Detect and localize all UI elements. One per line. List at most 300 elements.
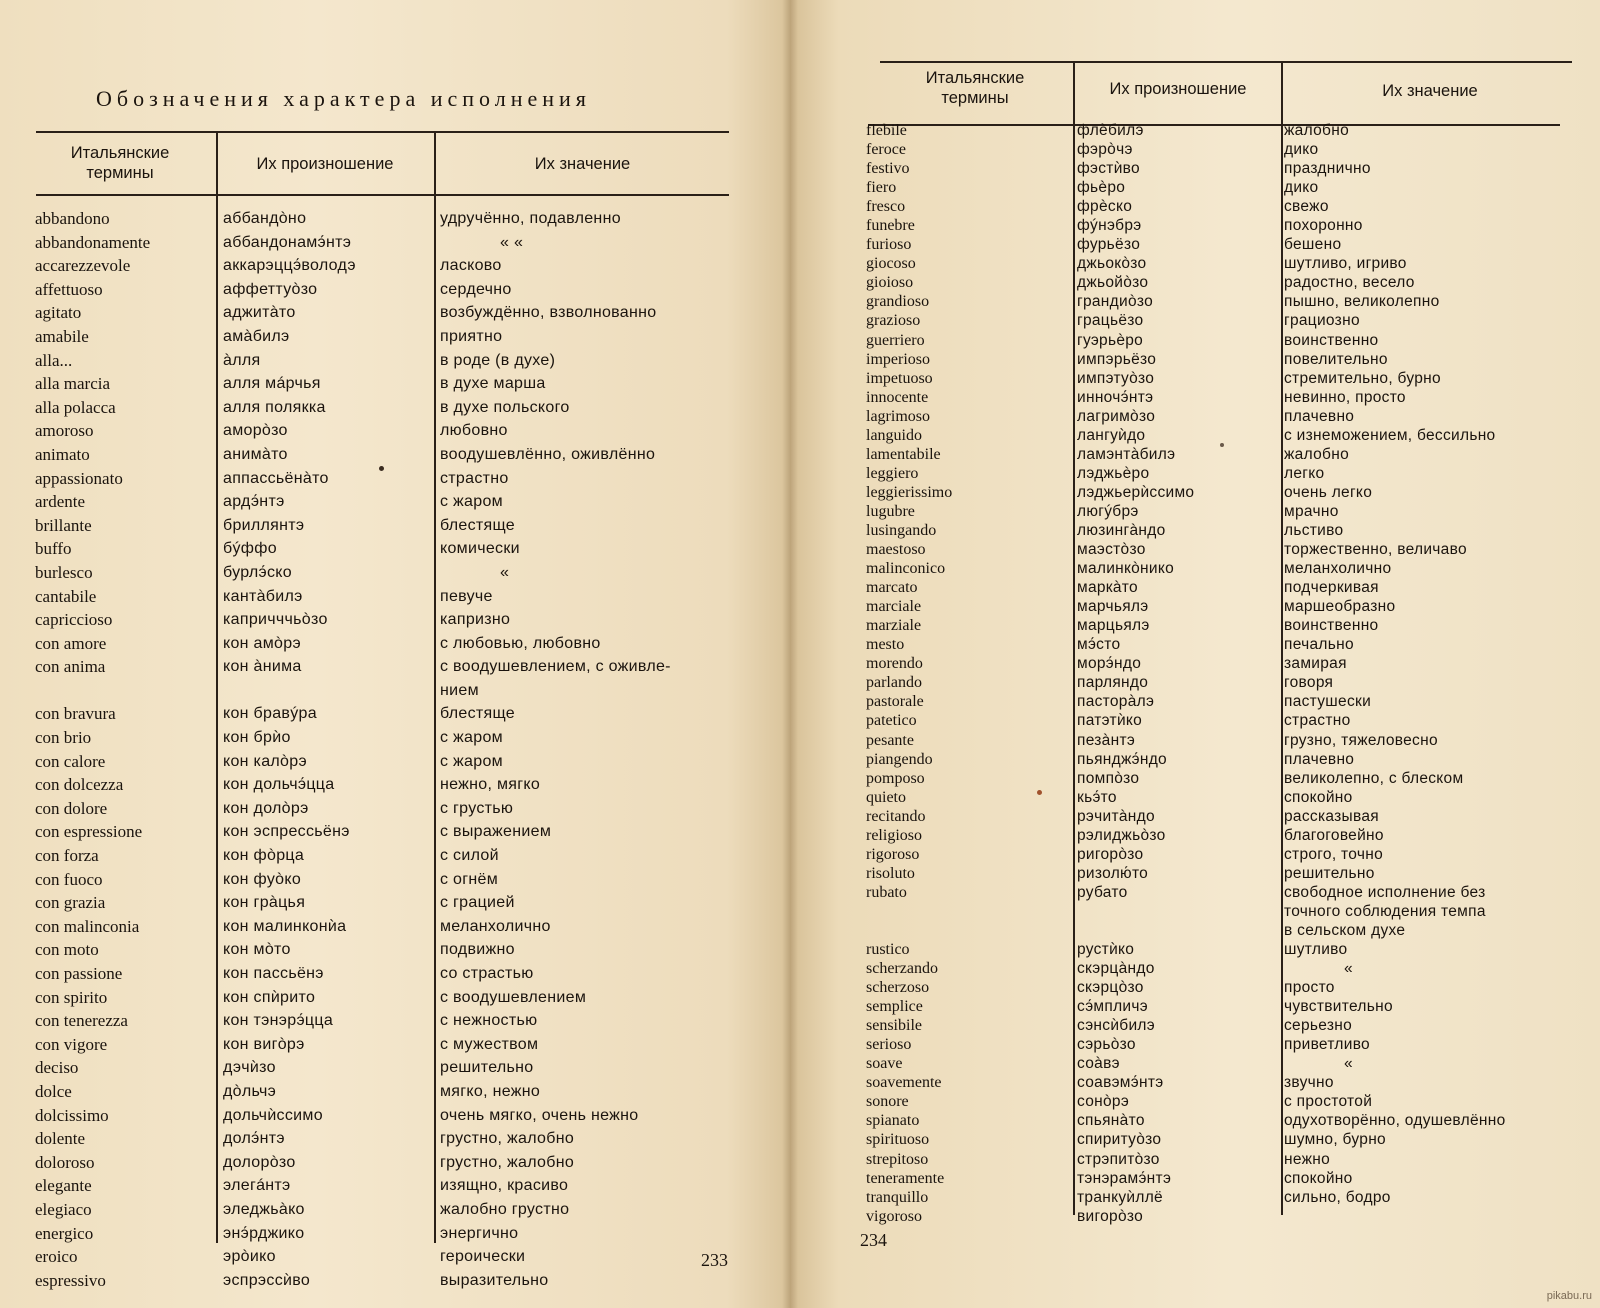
meaning-cell: говоря <box>1284 674 1334 692</box>
pronunciation-cell: кон малинконѝа <box>223 917 347 935</box>
meaning-cell: шутливо, игриво <box>1284 255 1407 273</box>
pronunciation-cell: кон спѝрито <box>223 988 316 1006</box>
term-cell: energico <box>35 1223 94 1243</box>
right-header-pronunciation: Их произношение <box>1109 80 1247 98</box>
term-cell: deciso <box>35 1058 79 1078</box>
term-cell: con forza <box>35 846 99 866</box>
pronunciation-cell: кон амòрэ <box>223 634 301 652</box>
term-cell: piangendo <box>866 750 933 768</box>
pronunciation-cell: люзингàндо <box>1077 521 1166 539</box>
right-pronunciation-column <box>1077 121 1277 1226</box>
term-cell: rustico <box>866 941 910 959</box>
pronunciation-cell: стрэпитòзо <box>1077 1150 1160 1168</box>
meaning-cell: дико <box>1284 141 1319 159</box>
term-cell: furioso <box>866 236 912 254</box>
term-cell: giocoso <box>866 255 916 273</box>
term-cell: flebile <box>866 122 907 139</box>
term-cell: con tenerezza <box>35 1011 128 1031</box>
term-cell: tranquillo <box>866 1188 929 1206</box>
term-cell: marcato <box>866 579 918 597</box>
pronunciation-cell: тэнэрамэ́нтэ <box>1077 1169 1172 1187</box>
pronunciation-cell: долэ́нтэ <box>223 1130 285 1148</box>
term-cell: feroce <box>866 141 906 159</box>
section-title: Обозначения характера исполнения <box>96 86 591 111</box>
pronunciation-cell: кьэ́то <box>1077 788 1117 806</box>
term-cell: gioioso <box>866 274 914 292</box>
left-header-pronunciation: Их произношение <box>256 155 394 173</box>
term-cell: con fuoco <box>35 869 103 889</box>
meaning-cell: просто <box>1284 979 1335 997</box>
meaning-cell: любовно <box>440 422 508 440</box>
meaning-cell: страстно <box>1284 712 1351 730</box>
pronunciation-cell: аббандонамэ́нтэ <box>223 233 352 251</box>
meaning-cell: свободное исполнение без <box>1284 883 1486 901</box>
meaning-cell: льстиво <box>1284 521 1344 539</box>
pronunciation-cell: дэчѝзо <box>223 1059 276 1077</box>
term-cell: con moto <box>35 940 99 960</box>
pronunciation-cell: дольчѝссимо <box>223 1106 323 1124</box>
term-cell: con espressione <box>35 822 143 842</box>
term-cell: parlando <box>866 674 922 692</box>
pronunciation-cell: лагримòзо <box>1077 407 1156 425</box>
term-cell: guerriero <box>866 331 925 349</box>
pronunciation-cell: аджитàто <box>223 304 296 322</box>
pronunciation-cell: кон фуòко <box>223 870 302 888</box>
pronunciation-cell: сэрьòзо <box>1077 1036 1136 1054</box>
term-cell: elegante <box>35 1176 92 1196</box>
meaning-cell: решительно <box>440 1059 534 1077</box>
pronunciation-cell: кон грàцья <box>223 894 306 912</box>
left-col-divider-2 <box>434 133 436 1243</box>
meaning-cell: похоронно <box>1284 217 1363 235</box>
meaning-cell: шутливо <box>1284 941 1348 959</box>
pronunciation-cell: спиритуòзо <box>1077 1131 1162 1149</box>
pronunciation-cell: долорòзо <box>223 1153 296 1171</box>
meaning-cell: жалобно грустно <box>440 1200 570 1218</box>
pronunciation-cell: транкуѝллё <box>1077 1188 1163 1206</box>
meaning-cell: приветливо <box>1284 1036 1370 1054</box>
paper-speck <box>379 466 384 471</box>
pronunciation-cell: гуэрьèро <box>1077 331 1144 349</box>
pronunciation-cell: инночэ́нтэ <box>1077 388 1154 406</box>
pronunciation-cell: маркàто <box>1077 579 1138 597</box>
meaning-cell: плачевно <box>1284 407 1355 425</box>
term-cell: quieto <box>866 788 906 806</box>
pronunciation-cell: àлля <box>223 351 261 369</box>
meaning-cell: грустно, жалобно <box>440 1130 575 1148</box>
meaning-cell: серьезно <box>1284 1017 1353 1035</box>
meaning-cell: героически <box>440 1248 526 1266</box>
term-cell: ardente <box>35 492 86 512</box>
term-cell: con dolore <box>35 798 108 818</box>
pronunciation-cell: маэстòзо <box>1077 541 1146 559</box>
pronunciation-cell: анимàто <box>223 445 288 463</box>
right-header-meaning: Их значение <box>1382 82 1478 100</box>
meaning-cell: выразительно <box>440 1271 549 1289</box>
meaning-cell: мягко, нежно <box>440 1082 541 1100</box>
pronunciation-cell: кон бравýра <box>223 705 317 723</box>
meaning-cell: невинно, просто <box>1284 388 1406 406</box>
pronunciation-cell: рубато <box>1077 883 1128 901</box>
pronunciation-cell: пасторàлэ <box>1077 693 1155 711</box>
meaning-cell: страстно <box>440 469 509 487</box>
term-cell: agitato <box>35 303 82 323</box>
term-cell: con spirito <box>35 987 108 1007</box>
pronunciation-cell: пьянджэ́ндо <box>1077 750 1167 768</box>
pronunciation-cell: кон брѝо <box>223 729 291 747</box>
pronunciation-cell: ардэ́нтэ <box>223 493 285 511</box>
pronunciation-cell: спьянàто <box>1077 1112 1145 1130</box>
term-cell: risoluto <box>866 864 915 882</box>
pronunciation-cell: капричччьòзо <box>223 611 328 629</box>
meaning-cell: шумно, бурно <box>1284 1131 1386 1149</box>
term-cell: dolce <box>35 1081 72 1101</box>
pronunciation-cell: рустѝко <box>1077 941 1135 959</box>
meaning-cell: « <box>500 563 510 581</box>
term-cell: brillante <box>35 515 92 535</box>
meaning-cell: свежо <box>1284 198 1329 216</box>
meaning-cell: подчеркивая <box>1284 579 1379 597</box>
term-cell: con bravura <box>35 704 116 724</box>
right-col-divider-2 <box>1281 63 1283 1215</box>
meaning-cell: звучно <box>1284 1074 1334 1092</box>
meaning-cell: печально <box>1284 636 1354 654</box>
meaning-cell: жалобно <box>1284 122 1349 139</box>
meaning-cell: стремительно, бурно <box>1284 369 1441 387</box>
pronunciation-cell: лэджьерѝссимо <box>1077 483 1195 501</box>
pronunciation-cell: рэчитàндо <box>1077 807 1155 825</box>
term-cell: affettuoso <box>35 279 103 299</box>
page-number-left: 233 <box>701 1250 728 1270</box>
term-cell: imperioso <box>866 350 930 368</box>
term-cell: espressivo <box>35 1270 106 1290</box>
left-meaning-column <box>440 207 740 1292</box>
meaning-cell: рассказывая <box>1284 807 1379 825</box>
term-cell: morendo <box>866 655 923 673</box>
meaning-cell: воодушевлённо, оживлённо <box>440 445 656 463</box>
pronunciation-cell: ламэнтàбилэ <box>1077 445 1176 463</box>
pronunciation-cell: импэтуòзо <box>1077 369 1155 387</box>
meaning-cell: радостно, весело <box>1284 274 1415 292</box>
meaning-cell: очень мягко, очень нежно <box>440 1106 639 1124</box>
book-gutter <box>782 0 798 1308</box>
term-cell: semplice <box>866 998 923 1016</box>
meaning-cell: грустно, жалобно <box>440 1153 575 1171</box>
meaning-cell: маршеобразно <box>1284 598 1396 616</box>
term-cell: lagrimoso <box>866 407 930 425</box>
pronunciation-cell: скэрцàндо <box>1077 960 1155 978</box>
pronunciation-cell: дòльчэ <box>223 1082 277 1100</box>
meaning-cell: с любовью, любовно <box>440 634 601 652</box>
term-cell: lusingando <box>866 521 937 539</box>
term-cell: pomposo <box>866 769 925 787</box>
meaning-cell: с воодушевлением, с оживле- <box>440 658 671 676</box>
meaning-cell: с грацией <box>440 894 515 912</box>
term-cell: accarezzevole <box>35 256 131 276</box>
meaning-cell: с изнеможением, бессильно <box>1284 426 1496 444</box>
term-cell: vigoroso <box>866 1207 922 1225</box>
pronunciation-cell: кон вигòрэ <box>223 1035 305 1053</box>
pronunciation-cell: марчьялэ <box>1077 598 1149 616</box>
term-cell: con amore <box>35 633 107 653</box>
term-cell: alla polacca <box>35 397 116 417</box>
pronunciation-cell: бýффо <box>223 540 277 558</box>
term-cell: capriccioso <box>35 610 113 630</box>
term-cell: leggierissimo <box>866 483 953 501</box>
meaning-cell: ласково <box>440 257 502 275</box>
pronunciation-cell: грацьёзо <box>1077 312 1144 330</box>
meaning-cell: с жаром <box>440 493 503 511</box>
pronunciation-cell: фурьёзо <box>1077 236 1141 254</box>
term-cell: scherzoso <box>866 979 930 997</box>
term-cell: soavemente <box>866 1074 942 1092</box>
pronunciation-cell: алля мáрчья <box>223 375 321 393</box>
pronunciation-cell: соавэмэ́нтэ <box>1077 1074 1164 1092</box>
term-cell: alla... <box>35 350 73 370</box>
term-cell: innocente <box>866 388 929 406</box>
pronunciation-cell: фьèро <box>1077 179 1126 197</box>
meaning-cell: меланхолично <box>440 917 551 935</box>
meaning-cell: в роде (в духе) <box>440 351 556 369</box>
meaning-cell: капризно <box>440 611 511 629</box>
meaning-cell: дико <box>1284 179 1319 197</box>
pronunciation-cell: грандиòзо <box>1077 293 1154 311</box>
meaning-cell: легко <box>1284 464 1325 482</box>
meaning-cell: жалобно <box>1284 445 1349 463</box>
term-cell: con anima <box>35 657 106 677</box>
pronunciation-cell <box>223 679 431 703</box>
term-cell: maestoso <box>866 541 926 559</box>
term-cell <box>35 679 215 703</box>
pronunciation-cell: парляндо <box>1077 674 1149 692</box>
meaning-cell: меланхолично <box>1284 560 1392 578</box>
meaning-cell: воинственно <box>1284 331 1379 349</box>
meaning-cell: грациозно <box>1284 312 1360 330</box>
meaning-cell: с простотой <box>1284 1093 1373 1111</box>
pronunciation-cell: марцьялэ <box>1077 617 1150 635</box>
meaning-cell: с силой <box>440 847 499 865</box>
paper-speck <box>1220 443 1224 447</box>
pronunciation-cell: ризолю́то <box>1077 864 1149 882</box>
pronunciation-cell: лэджьèро <box>1077 464 1150 482</box>
meaning-cell: приятно <box>440 327 503 345</box>
pronunciation-cell: джьойòзо <box>1077 274 1149 292</box>
term-cell: eroico <box>35 1247 78 1267</box>
term-cell: malinconico <box>866 560 946 578</box>
term-cell: con brio <box>35 728 92 748</box>
meaning-cell: певуче <box>440 587 493 605</box>
meaning-cell: с мужеством <box>440 1035 539 1053</box>
pronunciation-cell: сэ́мпличэ <box>1077 998 1148 1016</box>
pronunciation-cell: кантàбилэ <box>223 587 303 605</box>
right-meaning-column <box>1284 121 1584 1207</box>
pronunciation-cell: элегáнтэ <box>223 1177 291 1195</box>
pronunciation-cell: алля полякка <box>223 398 326 416</box>
term-cell: abbandono <box>35 209 110 228</box>
meaning-cell: с огнём <box>440 870 499 888</box>
meaning-cell: нием <box>440 681 479 699</box>
left-header-top-rule <box>36 131 729 133</box>
meaning-cell: пастушески <box>1284 693 1372 711</box>
right-col-divider-1 <box>1073 63 1075 1215</box>
meaning-cell: в духе польского <box>440 398 570 416</box>
paper-speck <box>1037 790 1042 795</box>
meaning-cell: комически <box>440 540 520 558</box>
pronunciation-cell: фэстѝво <box>1077 160 1140 178</box>
pronunciation-cell: фýнэбрэ <box>1077 217 1142 235</box>
term-cell: spirituoso <box>866 1131 930 1149</box>
meaning-cell: празднично <box>1284 160 1371 178</box>
pronunciation-cell: джьокòзо <box>1077 255 1147 273</box>
pronunciation-cell: рэлиджьòзо <box>1077 826 1166 844</box>
pronunciation-cell: аббандòно <box>223 210 307 227</box>
pronunciation-cell: кон пассьёнэ <box>223 965 324 982</box>
pronunciation-cell: флèбилэ <box>1077 122 1144 139</box>
meaning-cell: « « <box>500 233 524 251</box>
meaning-cell: спокойно <box>1284 788 1353 806</box>
left-header-meaning: Их значение <box>534 155 631 173</box>
term-cell: cantabile <box>35 586 97 606</box>
meaning-cell: « <box>1344 1055 1353 1073</box>
pronunciation-cell: малинкòнико <box>1077 560 1175 578</box>
meaning-cell: нежно, мягко <box>440 776 541 794</box>
pronunciation-cell: кон калòрэ <box>223 752 307 770</box>
pronunciation-cell: аккарэццэ́володэ <box>223 257 356 275</box>
meaning-cell: пышно, великолепно <box>1284 293 1440 311</box>
term-cell: leggiero <box>866 464 919 482</box>
term-cell: teneramente <box>866 1169 945 1187</box>
term-cell: rubato <box>866 883 907 901</box>
meaning-cell: нежно <box>1284 1150 1331 1168</box>
term-cell: dolente <box>35 1129 86 1149</box>
meaning-cell: бешено <box>1284 236 1342 254</box>
meaning-cell: с воодушевлением <box>440 988 587 1006</box>
term-cell: recitando <box>866 807 926 825</box>
pronunciation-cell: скэрцòзо <box>1077 979 1144 997</box>
term-cell: mesto <box>866 636 905 654</box>
term-cell: serioso <box>866 1036 912 1054</box>
term-cell: con dolcezza <box>35 775 124 795</box>
left-header-bottom-rule <box>36 194 729 196</box>
pronunciation-cell: эрòико <box>223 1248 276 1266</box>
right-header-top-rule <box>880 61 1572 63</box>
term-cell: pesante <box>866 731 914 749</box>
pronunciation-cell: энэ́рджико <box>223 1224 305 1242</box>
left-col-divider-1 <box>216 133 218 1243</box>
pronunciation-cell: кон тэнэрэ́цца <box>223 1012 334 1030</box>
term-cell: marziale <box>866 617 922 635</box>
pronunciation-cell: импэрьёзо <box>1077 350 1157 368</box>
meaning-cell: великолепно, с блеском <box>1284 769 1464 787</box>
left-terms-column <box>35 207 215 1292</box>
term-cell: lamentabile <box>866 445 941 463</box>
meaning-cell: в сельском духе <box>1284 921 1406 939</box>
pronunciation-cell: мэ́сто <box>1077 636 1121 654</box>
term-cell: amabile <box>35 326 89 346</box>
meaning-cell: « <box>1344 960 1353 978</box>
term-cell: languido <box>866 426 922 444</box>
meaning-cell: замирая <box>1284 655 1347 673</box>
term-cell: con grazia <box>35 893 106 913</box>
meaning-cell: торжественно, величаво <box>1284 541 1467 559</box>
term-cell: strepitoso <box>866 1150 929 1168</box>
watermark: pikabu.ru <box>1546 1290 1592 1302</box>
meaning-cell: спокойно <box>1284 1169 1353 1187</box>
pronunciation-cell: бурлэ́ско <box>223 563 292 581</box>
term-cell: religioso <box>866 826 922 844</box>
left-pronunciation-column <box>223 207 431 1292</box>
pronunciation-cell: фрèско <box>1077 198 1133 216</box>
meaning-cell: точного соблюдения темпа <box>1284 902 1486 920</box>
meaning-cell: с нежностью <box>440 1012 538 1030</box>
term-cell: dolcissimo <box>35 1105 109 1125</box>
meaning-cell: с жаром <box>440 729 503 747</box>
pronunciation-cell: бриллянтэ <box>223 516 305 534</box>
pronunciation-cell: сэнсѝбилэ <box>1077 1017 1155 1035</box>
pronunciation-cell: кон долòрэ <box>223 799 309 817</box>
term-cell: patetico <box>866 712 917 730</box>
term-cell: sensibile <box>866 1017 922 1035</box>
pronunciation-cell: лангуѝдо <box>1077 426 1146 444</box>
term-cell: scherzando <box>866 960 938 978</box>
pronunciation-cell: аппассьёнàто <box>223 469 329 487</box>
pronunciation-cell: аффеттуòзо <box>223 280 318 298</box>
term-cell <box>866 921 1066 940</box>
pronunciation-cell: фэрòчэ <box>1077 141 1133 159</box>
meaning-cell: чувствительно <box>1284 998 1393 1016</box>
meaning-cell: сильно, бодро <box>1284 1188 1391 1206</box>
term-cell: animato <box>35 444 90 464</box>
term-cell: con calore <box>35 751 106 771</box>
meaning-cell: энергично <box>440 1224 519 1242</box>
term-cell: sonore <box>866 1093 909 1111</box>
term-cell: buffo <box>35 539 72 559</box>
term-cell: rigoroso <box>866 845 920 863</box>
term-cell: con vigore <box>35 1034 108 1054</box>
term-cell: lugubre <box>866 502 915 520</box>
pronunciation-cell: амàбилэ <box>223 327 290 345</box>
meaning-cell: грузно, тяжеловесно <box>1284 731 1438 749</box>
term-cell: alla marcia <box>35 374 111 394</box>
term-cell: con passione <box>35 964 123 983</box>
meaning-cell: с выражением <box>440 823 552 841</box>
meaning-cell: строго, точно <box>1284 845 1383 863</box>
meaning-cell: сердечно <box>440 280 512 298</box>
term-cell: spianato <box>866 1112 920 1130</box>
meaning-cell: очень легко <box>1284 483 1373 501</box>
pronunciation-cell: помпòзо <box>1077 769 1140 787</box>
term-cell: marciale <box>866 598 922 616</box>
meaning-cell: изящно, красиво <box>440 1177 569 1195</box>
meaning-cell: подвижно <box>440 941 515 959</box>
term-cell: funebre <box>866 217 915 235</box>
pronunciation-cell: кон àнима <box>223 658 302 676</box>
term-cell: appassionato <box>35 468 123 488</box>
meaning-cell: блестяще <box>440 705 515 723</box>
pronunciation-cell: кон дольчэ́цца <box>223 776 335 794</box>
pronunciation-cell: морэ́ндо <box>1077 655 1142 673</box>
pronunciation-cell: люгýбрэ <box>1077 502 1139 520</box>
meaning-cell: с жаром <box>440 752 503 770</box>
meaning-cell: воинственно <box>1284 617 1379 635</box>
term-cell: abbandonamente <box>35 232 151 252</box>
meaning-cell: со страстью <box>440 965 534 982</box>
meaning-cell: с грустью <box>440 799 514 817</box>
meaning-cell: возбуждённо, взволнованно <box>440 304 657 322</box>
term-cell: impetuoso <box>866 369 933 387</box>
pronunciation-cell: эспрэссѝво <box>223 1271 311 1289</box>
term-cell: soave <box>866 1055 903 1073</box>
